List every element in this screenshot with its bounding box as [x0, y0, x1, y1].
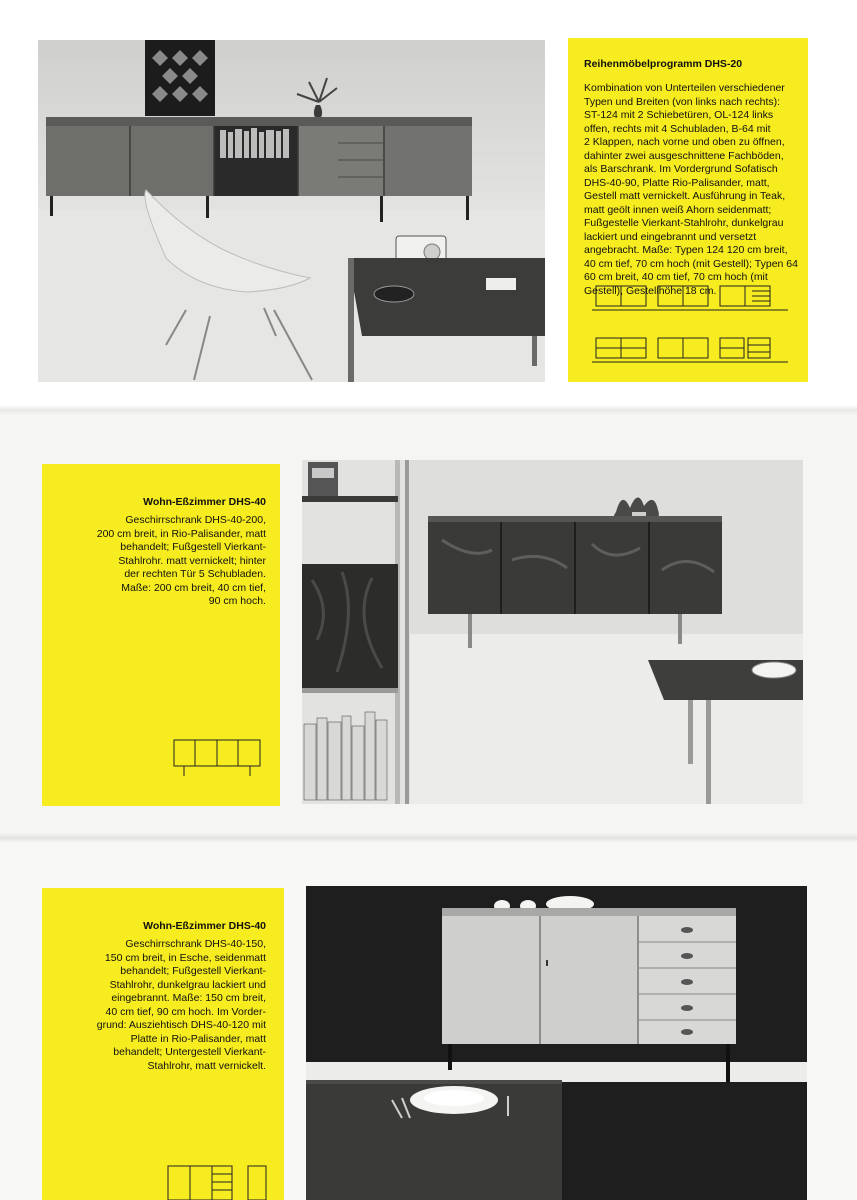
section-title: Reihenmöbelprogramm DHS-20	[584, 58, 743, 70]
text-line: ST-124 mit 2 Schiebetüren, OL-124 links	[584, 109, 774, 121]
text-line: 60 cm breit, 40 cm tief, 70 cm hoch (mit	[584, 271, 768, 283]
text-line: als Barschrank. Im Vordergrund Sofatisch	[584, 163, 778, 175]
text-line: angebracht. Maße: Typen 124 120 cm breit,	[584, 244, 788, 256]
text-line: 150 cm breit, in Esche, seidenmatt	[104, 951, 266, 964]
text-line: Stahlrohr, matt vernickelt.	[147, 1059, 266, 1072]
text-line: DHS-40-90, Platte Rio-Palisander, matt,	[584, 176, 770, 189]
text-line: Kombination von Unterteilen verschiedener	[584, 82, 785, 94]
info-panel-dhs-40-200	[42, 464, 280, 806]
page-fold	[0, 833, 857, 843]
text-line: offen, rechts mit 4 Schubladen, B-64 mit	[584, 122, 771, 135]
text-line: eingebrannt. Maße: 150 cm breit,	[111, 992, 266, 1004]
text-line: der rechten Tür 5 Schubladen.	[124, 568, 266, 580]
photo-dhs-40-150-dining-room	[306, 886, 807, 1200]
photo-dhs-40-200-dining-room	[302, 460, 803, 804]
cabinet-diagram-icon	[166, 1162, 270, 1200]
info-panel-dhs-20	[568, 38, 808, 382]
section-description	[42, 938, 266, 1073]
text-line: lackiert und eingebrannt und versetzt	[584, 230, 757, 243]
section-description	[46, 514, 266, 609]
text-line: behandelt; Fußgestell Vierkant-	[120, 541, 266, 553]
text-line: behandelt; Fußgestell Vierkant-	[120, 965, 266, 977]
text-line: Stahlrohr, dunkelgrau lackiert und	[109, 978, 266, 991]
text-line: matt geölt innen weiß Ahorn seidenmatt;	[584, 203, 772, 216]
photo-dhs-20-living-room	[38, 40, 545, 382]
text-line: behandelt; Untergestell Vierkant-	[113, 1046, 266, 1058]
text-line: 2 Klappen, nach vorne und oben zu öffnen,	[584, 136, 785, 148]
text-line: 40 cm tief, 90 cm hoch. Im Vorder-	[105, 1005, 266, 1018]
cabinet-diagram-icon	[172, 738, 264, 778]
text-line: 40 cm tief, 70 cm hoch (mit Gestell); Typen 64	[584, 257, 798, 270]
text-line: Geschirrschrank DHS-40-200,	[125, 514, 266, 526]
text-line: Platte in Rio-Palisander, matt	[130, 1032, 266, 1045]
sideboard-diagram-icon	[592, 282, 788, 368]
text-line: dahinter zwei ausgeschnittene Fachböden,	[584, 149, 784, 162]
section-title: Wohn-Eßzimmer DHS-40	[143, 496, 266, 508]
text-line: 200 cm breit, in Rio-Palisander, matt	[96, 527, 266, 540]
text-line: Gestell matt vernickelt. Ausführung in Teak,	[584, 190, 786, 202]
section-title: Wohn-Eßzimmer DHS-40	[143, 920, 266, 932]
section-description	[584, 82, 806, 298]
info-panel-dhs-40-150	[42, 888, 284, 1200]
text-line: Maße: 200 cm breit, 40 cm tief,	[121, 581, 266, 594]
text-line: Geschirrschrank DHS-40-150,	[125, 938, 266, 950]
text-line: grund: Ausziehtisch DHS-40-120 mit	[96, 1019, 266, 1031]
text-line: Stahlrohr. matt vernickelt; hinter	[118, 554, 266, 567]
page-fold	[0, 405, 857, 415]
text-line: Typen und Breiten (von links nach rechts):	[584, 95, 781, 108]
text-line: Gestell), Gestellhöhe 18 cm.	[584, 284, 717, 297]
text-line: Fußgestelle Vierkant-Stahlrohr, dunkelgrau	[584, 217, 784, 229]
text-line: 90 cm hoch.	[208, 595, 266, 607]
